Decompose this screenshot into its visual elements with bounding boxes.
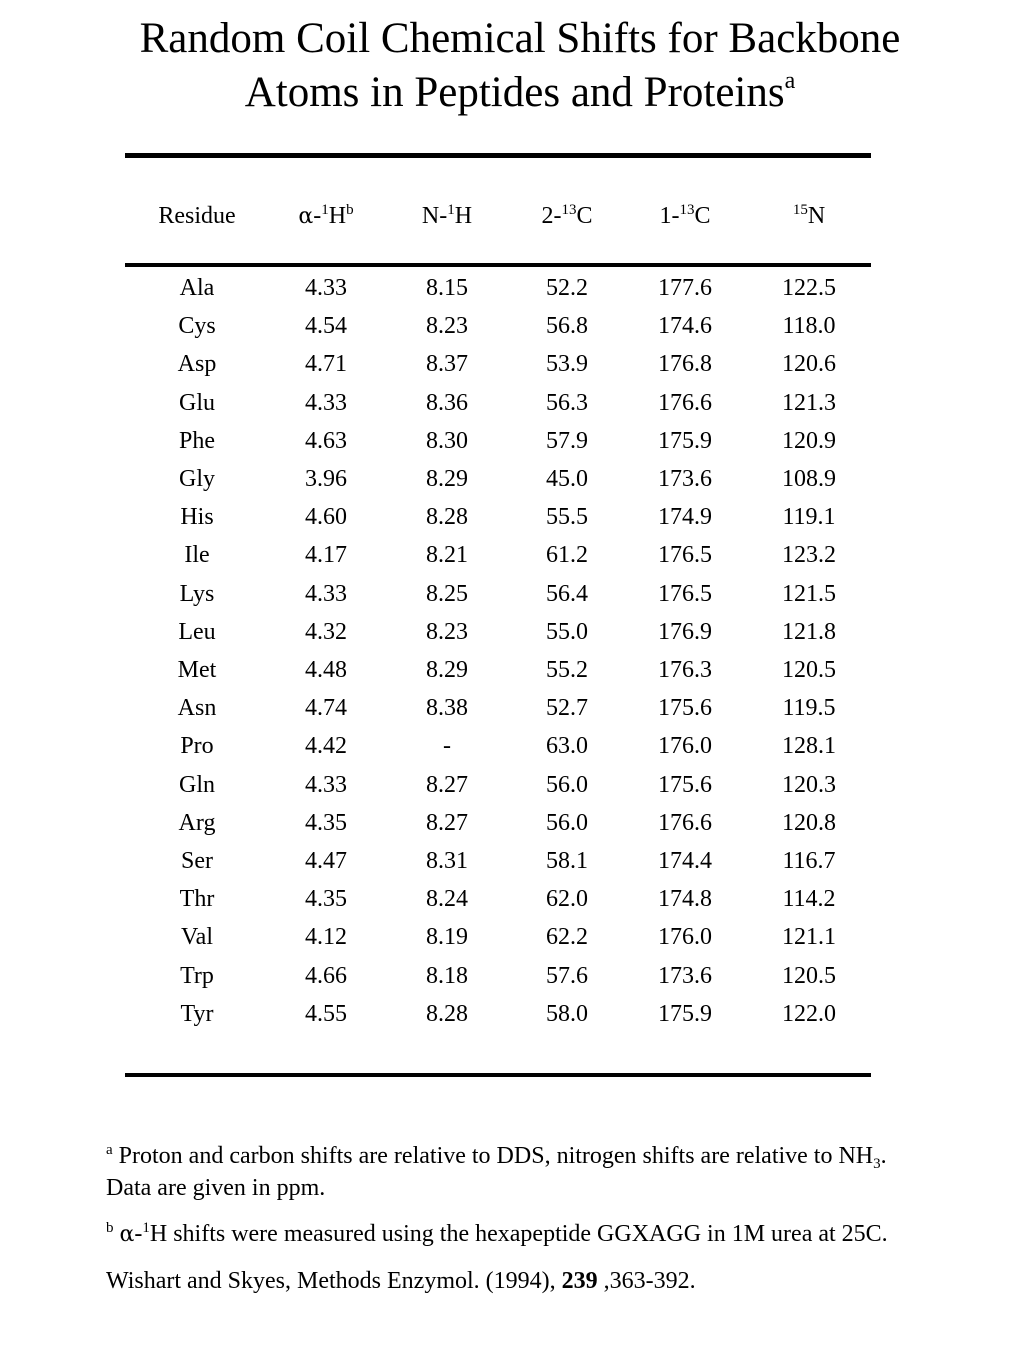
- cell-n15: 118.0: [782, 313, 836, 340]
- cell-c1-13c: 173.6: [658, 962, 712, 989]
- cell-c2-13c: 55.0: [546, 618, 588, 645]
- citation-volume: 239: [561, 1268, 598, 1294]
- cell-n-1h: 8.36: [426, 389, 468, 416]
- header-2-13c: [502, 199, 632, 233]
- header-alpha-dash: -: [313, 203, 322, 229]
- cell-n-1h: 8.24: [426, 886, 468, 913]
- header-1-13c: [620, 199, 750, 233]
- cell-alpha-1h: 4.42: [305, 733, 347, 760]
- header-n-element: H: [454, 203, 473, 229]
- header-2c-prefix: 2-: [541, 203, 562, 229]
- cell-alpha-1h: 4.35: [305, 886, 347, 913]
- cell-residue: Lys: [179, 580, 215, 607]
- header-alpha-footnote-mark: b: [346, 202, 354, 218]
- cell-c1-13c: 174.9: [658, 504, 712, 531]
- cell-alpha-1h: 3.96: [305, 466, 347, 492]
- header-alpha-symbol: α: [298, 204, 314, 229]
- cell-c1-13c: 176.8: [658, 351, 712, 378]
- header-alpha-isotope: 1: [321, 202, 329, 218]
- citation: [106, 1265, 936, 1297]
- cell-c1-13c: 175.6: [658, 771, 712, 798]
- header-1c-element: C: [694, 203, 711, 229]
- title-line-2-text: Atoms in Peptides and Proteins: [244, 69, 785, 116]
- cell-alpha-1h: 4.48: [305, 657, 347, 683]
- cell-c1-13c: 176.3: [658, 657, 712, 683]
- cell-n-1h: 8.29: [426, 657, 468, 683]
- table-row: [0, 882, 1024, 916]
- cell-c2-13c: 56.0: [546, 771, 588, 798]
- cell-c1-13c: 175.6: [658, 695, 712, 722]
- cell-n-1h: 8.31: [426, 848, 468, 874]
- cell-c2-13c: 56.4: [546, 580, 588, 607]
- cell-c2-13c: 56.8: [546, 313, 588, 340]
- title-line-1: Random Coil Chemical Shifts for Backbone: [139, 15, 901, 62]
- cell-residue: Leu: [178, 618, 216, 645]
- cell-c2-13c: 62.2: [546, 924, 588, 951]
- footnotes: [106, 1140, 936, 1311]
- footnote-b-alpha: α: [119, 1222, 135, 1247]
- cell-alpha-1h: 4.71: [305, 351, 347, 378]
- cell-c1-13c: 175.9: [658, 427, 712, 454]
- cell-alpha-1h: 4.63: [305, 427, 347, 454]
- cell-residue: Val: [181, 924, 213, 951]
- cell-n-1h: 8.29: [426, 466, 468, 492]
- header-alpha-element: H: [328, 203, 347, 229]
- table-header-row: [0, 199, 1024, 233]
- cell-alpha-1h: 4.55: [305, 1000, 347, 1027]
- table-top-rule: [125, 153, 871, 158]
- cell-residue: Cys: [178, 313, 216, 340]
- cell-c2-13c: 56.3: [546, 389, 588, 416]
- cell-c1-13c: 176.5: [658, 580, 712, 607]
- cell-n-1h: 8.30: [426, 427, 468, 454]
- table-row: [0, 959, 1024, 993]
- cell-c2-13c: 45.0: [546, 466, 588, 492]
- table-row: [0, 500, 1024, 534]
- footnote-a-subscript: 3: [873, 1156, 881, 1172]
- cell-c2-13c: 63.0: [546, 733, 588, 760]
- citation-pages: ,363-392.: [597, 1268, 696, 1294]
- cell-n15: 119.5: [782, 695, 836, 722]
- cell-n15: 120.9: [782, 427, 836, 454]
- cell-alpha-1h: 4.12: [305, 924, 347, 951]
- table-row: [0, 347, 1024, 381]
- cell-alpha-1h: 4.33: [305, 771, 347, 798]
- cell-n-1h: 8.23: [426, 618, 468, 645]
- cell-c2-13c: 61.2: [546, 542, 588, 569]
- cell-n-1h: 8.21: [426, 542, 468, 569]
- page-title: [0, 12, 1024, 120]
- cell-n15: 122.5: [782, 275, 836, 301]
- header-2c-element: C: [576, 203, 593, 229]
- cell-n15: 121.8: [782, 618, 836, 645]
- cell-n15: 121.1: [782, 924, 836, 951]
- cell-c2-13c: 57.6: [546, 962, 588, 989]
- cell-alpha-1h: 4.17: [305, 542, 347, 569]
- table-row: [0, 768, 1024, 802]
- cell-n15: 123.2: [782, 542, 836, 569]
- cell-n15: 119.1: [782, 504, 836, 531]
- cell-n-1h: 8.27: [426, 809, 468, 836]
- cell-c2-13c: 57.9: [546, 427, 588, 454]
- cell-residue: Thr: [179, 886, 215, 913]
- header-alpha-1h: [261, 199, 391, 234]
- cell-alpha-1h: 4.47: [305, 848, 347, 874]
- header-15n: [744, 199, 874, 233]
- cell-residue: Asp: [177, 351, 217, 378]
- cell-residue: Pro: [180, 733, 214, 760]
- cell-c2-13c: 55.2: [546, 657, 588, 683]
- table-bottom-rule: [125, 1073, 871, 1077]
- table-row: [0, 806, 1024, 840]
- table-row: [0, 309, 1024, 343]
- title-line-2: [0, 66, 1024, 120]
- footnote-b: [106, 1218, 936, 1251]
- header-residue-label: Residue: [158, 203, 236, 229]
- cell-n-1h: 8.19: [426, 924, 468, 951]
- cell-alpha-1h: 4.66: [305, 962, 347, 989]
- cell-n-1h: 8.37: [426, 351, 468, 378]
- cell-alpha-1h: 4.33: [305, 389, 347, 416]
- table-row: [0, 997, 1024, 1031]
- cell-residue: Ile: [184, 542, 210, 569]
- cell-residue: Gly: [179, 466, 215, 492]
- table-row: [0, 271, 1024, 305]
- cell-residue: Gln: [179, 771, 215, 798]
- cell-residue: Ala: [179, 275, 215, 301]
- cell-c2-13c: 53.9: [546, 351, 588, 378]
- table-row: [0, 615, 1024, 649]
- cell-n15: 120.8: [782, 809, 836, 836]
- cell-c2-13c: 52.2: [546, 275, 588, 301]
- cell-c2-13c: 56.0: [546, 809, 588, 836]
- cell-c1-13c: 176.5: [658, 542, 712, 569]
- cell-n-1h: 8.38: [426, 695, 468, 722]
- cell-residue: His: [180, 504, 214, 531]
- cell-c1-13c: 173.6: [658, 466, 712, 492]
- footnote-b-dash: -: [134, 1221, 143, 1247]
- cell-c2-13c: 52.7: [546, 695, 588, 722]
- footnote-b-text: H shifts were measured using the hexapeptide GGXAGG in 1M urea at 25C.: [149, 1221, 888, 1247]
- table-row: [0, 538, 1024, 572]
- cell-n15: 120.5: [782, 962, 836, 989]
- title-footnote-mark: a: [784, 68, 796, 94]
- citation-text: Wishart and Skyes, Methods Enzymol. (1994),: [106, 1268, 562, 1294]
- header-15n-element: N: [807, 203, 826, 229]
- cell-c2-13c: 58.0: [546, 1000, 588, 1027]
- table-row: [0, 462, 1024, 496]
- footnote-a-mark: a: [106, 1142, 113, 1158]
- cell-n-1h: 8.15: [426, 275, 468, 301]
- cell-n-1h: 8.27: [426, 771, 468, 798]
- cell-c1-13c: 176.0: [658, 924, 712, 951]
- cell-n-1h: 8.28: [426, 1000, 468, 1027]
- cell-residue: Trp: [180, 962, 214, 989]
- cell-alpha-1h: 4.33: [305, 275, 347, 301]
- cell-c1-13c: 176.6: [658, 389, 712, 416]
- cell-n15: 120.3: [782, 771, 836, 798]
- cell-residue: Met: [177, 657, 217, 683]
- table-row: [0, 691, 1024, 725]
- footnote-a: [106, 1140, 936, 1204]
- table-header-rule: [125, 263, 871, 267]
- cell-alpha-1h: 4.54: [305, 313, 347, 340]
- cell-n-1h: 8.18: [426, 962, 468, 989]
- table-row: [0, 729, 1024, 763]
- cell-n15: 114.2: [782, 886, 836, 913]
- header-2c-isotope: 13: [561, 202, 577, 218]
- table-row: [0, 424, 1024, 458]
- cell-n15: 122.0: [782, 1000, 836, 1027]
- cell-n15: 121.5: [782, 580, 836, 607]
- cell-c2-13c: 58.1: [546, 848, 588, 874]
- cell-c1-13c: 177.6: [658, 275, 712, 301]
- cell-residue: Phe: [179, 427, 215, 454]
- cell-n15: 120.6: [782, 351, 836, 378]
- cell-alpha-1h: 4.33: [305, 580, 347, 607]
- footnote-a-text: Proton and carbon shifts are relative to DDS, nitrogen shifts are relative to NH: [112, 1143, 874, 1169]
- table-row: [0, 844, 1024, 878]
- header-residue: [132, 199, 262, 233]
- cell-n-1h: 8.23: [426, 313, 468, 340]
- cell-n15: 121.3: [782, 389, 836, 416]
- cell-n15: 120.5: [782, 657, 836, 683]
- cell-c1-13c: 176.6: [658, 809, 712, 836]
- cell-residue: Asn: [177, 695, 217, 722]
- cell-n-1h: 8.25: [426, 580, 468, 607]
- cell-n15: 108.9: [782, 466, 836, 492]
- footnote-b-isotope: 1: [142, 1220, 150, 1236]
- cell-n15: 128.1: [782, 733, 836, 760]
- cell-c1-13c: 174.6: [658, 313, 712, 340]
- header-15n-isotope: 15: [792, 202, 808, 218]
- cell-n-1h: 8.28: [426, 504, 468, 531]
- cell-c1-13c: 176.9: [658, 618, 712, 645]
- cell-c1-13c: 175.9: [658, 1000, 712, 1027]
- cell-alpha-1h: 4.35: [305, 809, 347, 836]
- table-row: [0, 577, 1024, 611]
- cell-alpha-1h: 4.60: [305, 504, 347, 531]
- table-row: [0, 386, 1024, 420]
- header-1c-prefix: 1-: [659, 203, 680, 229]
- cell-alpha-1h: 4.74: [305, 695, 347, 722]
- cell-c1-13c: 176.0: [658, 733, 712, 760]
- cell-residue: Tyr: [180, 1000, 214, 1027]
- cell-c2-13c: 55.5: [546, 504, 588, 531]
- cell-n15: 116.7: [782, 848, 836, 874]
- cell-alpha-1h: 4.32: [305, 618, 347, 645]
- cell-residue: Ser: [181, 848, 213, 874]
- footnote-b-mark: b: [106, 1220, 114, 1236]
- cell-c2-13c: 62.0: [546, 886, 588, 913]
- table-row: [0, 920, 1024, 954]
- cell-residue: Glu: [179, 389, 215, 416]
- header-n-isotope: 1: [447, 202, 455, 218]
- header-n-1h: [382, 199, 512, 233]
- cell-c1-13c: 174.8: [658, 886, 712, 913]
- footnote-a-text-end: . Data are given in ppm.: [106, 1143, 887, 1201]
- header-n-prefix: N-: [421, 203, 448, 229]
- header-1c-isotope: 13: [679, 202, 695, 218]
- cell-n-1h: -: [443, 733, 451, 760]
- cell-c1-13c: 174.4: [658, 848, 712, 874]
- cell-residue: Arg: [178, 809, 216, 836]
- table-row: [0, 653, 1024, 687]
